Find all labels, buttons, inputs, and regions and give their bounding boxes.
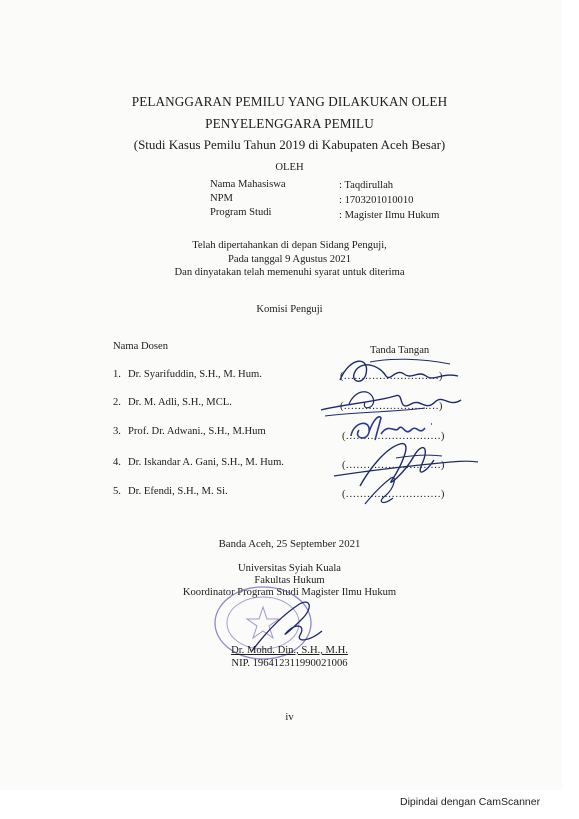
examiner-5-number: 5. [113, 486, 121, 497]
statement-line-2: Pada tanggal 9 Agustus 2021 [228, 254, 351, 265]
examiner-2-signature-box: (………………………) [340, 401, 443, 412]
student-program-label: Program Studi [210, 207, 272, 218]
examiner-1-signature-box: (………………………) [340, 371, 443, 382]
student-name-label: Nama Mahasiswa [210, 179, 286, 190]
examiner-5-name: Dr. Efendi, S.H., M. Si. [128, 486, 228, 497]
examiner-3-number: 3. [113, 426, 121, 437]
examiner-3-signature-box: (………………………) [342, 431, 445, 442]
examiner-4-signature-box: (………………………) [342, 460, 445, 471]
examiner-4-number: 4. [113, 457, 121, 468]
university-name: Universitas Syiah Kuala [238, 563, 341, 574]
examiner-2-number: 2. [113, 397, 121, 408]
coordinator-name: Dr. Mohd. Din., S.H., M.H. [231, 645, 348, 656]
examiner-4-name: Dr. Iskandar A. Gani, S.H., M. Hum. [128, 457, 284, 468]
column-header-name: Nama Dosen [113, 341, 169, 352]
examiner-1-name: Dr. Syarifuddin, S.H., M. Hum. [128, 369, 262, 380]
student-name-value: : Taqdirullah [339, 180, 394, 191]
examiner-2-name: Dr. M. Adli, S.H., MCL. [128, 397, 232, 408]
student-npm-value: : 1703201010010 [339, 195, 414, 206]
coordinator-nip: NIP. 196412311990021006 [231, 658, 348, 669]
document-subtitle: (Studi Kasus Pemilu Tahun 2019 di Kabupaten Aceh Besar) [133, 137, 446, 152]
oleh-label: OLEH [275, 162, 304, 173]
examiner-5-signature-box: (………………………) [342, 489, 445, 500]
scanner-watermark: Dipindai dengan CamScanner [400, 796, 541, 808]
committee-heading: Komisi Penguji [256, 304, 323, 315]
document-title-line-1: PELANGGARAN PEMILU YANG DILAKUKAN OLEH [131, 94, 448, 109]
signature-examiner-5 [355, 470, 415, 510]
student-npm-label: NPM [210, 193, 233, 204]
faculty-name: Fakultas Hukum [254, 575, 325, 586]
coordinator-role: Koordinator Program Studi Magister Ilmu Hukum [182, 587, 397, 598]
examiner-1-number: 1. [113, 369, 121, 380]
student-program-value: : Magister Ilmu Hukum [339, 210, 440, 221]
column-header-signature: Tanda Tangan [370, 345, 430, 356]
page-number: iv [285, 712, 294, 723]
statement-line-3: Dan dinyatakan telah memenuhi syarat untuk diterima [174, 267, 405, 278]
place-date: Banda Aceh, 25 September 2021 [218, 538, 361, 550]
document-title-line-2: PENYELENGGARA PEMILU [205, 116, 374, 131]
statement-line-1: Telah dipertahankan di depan Sidang Penguji, [192, 240, 387, 251]
examiner-3-name: Prof. Dr. Adwani., S.H., M.Hum [128, 426, 266, 437]
